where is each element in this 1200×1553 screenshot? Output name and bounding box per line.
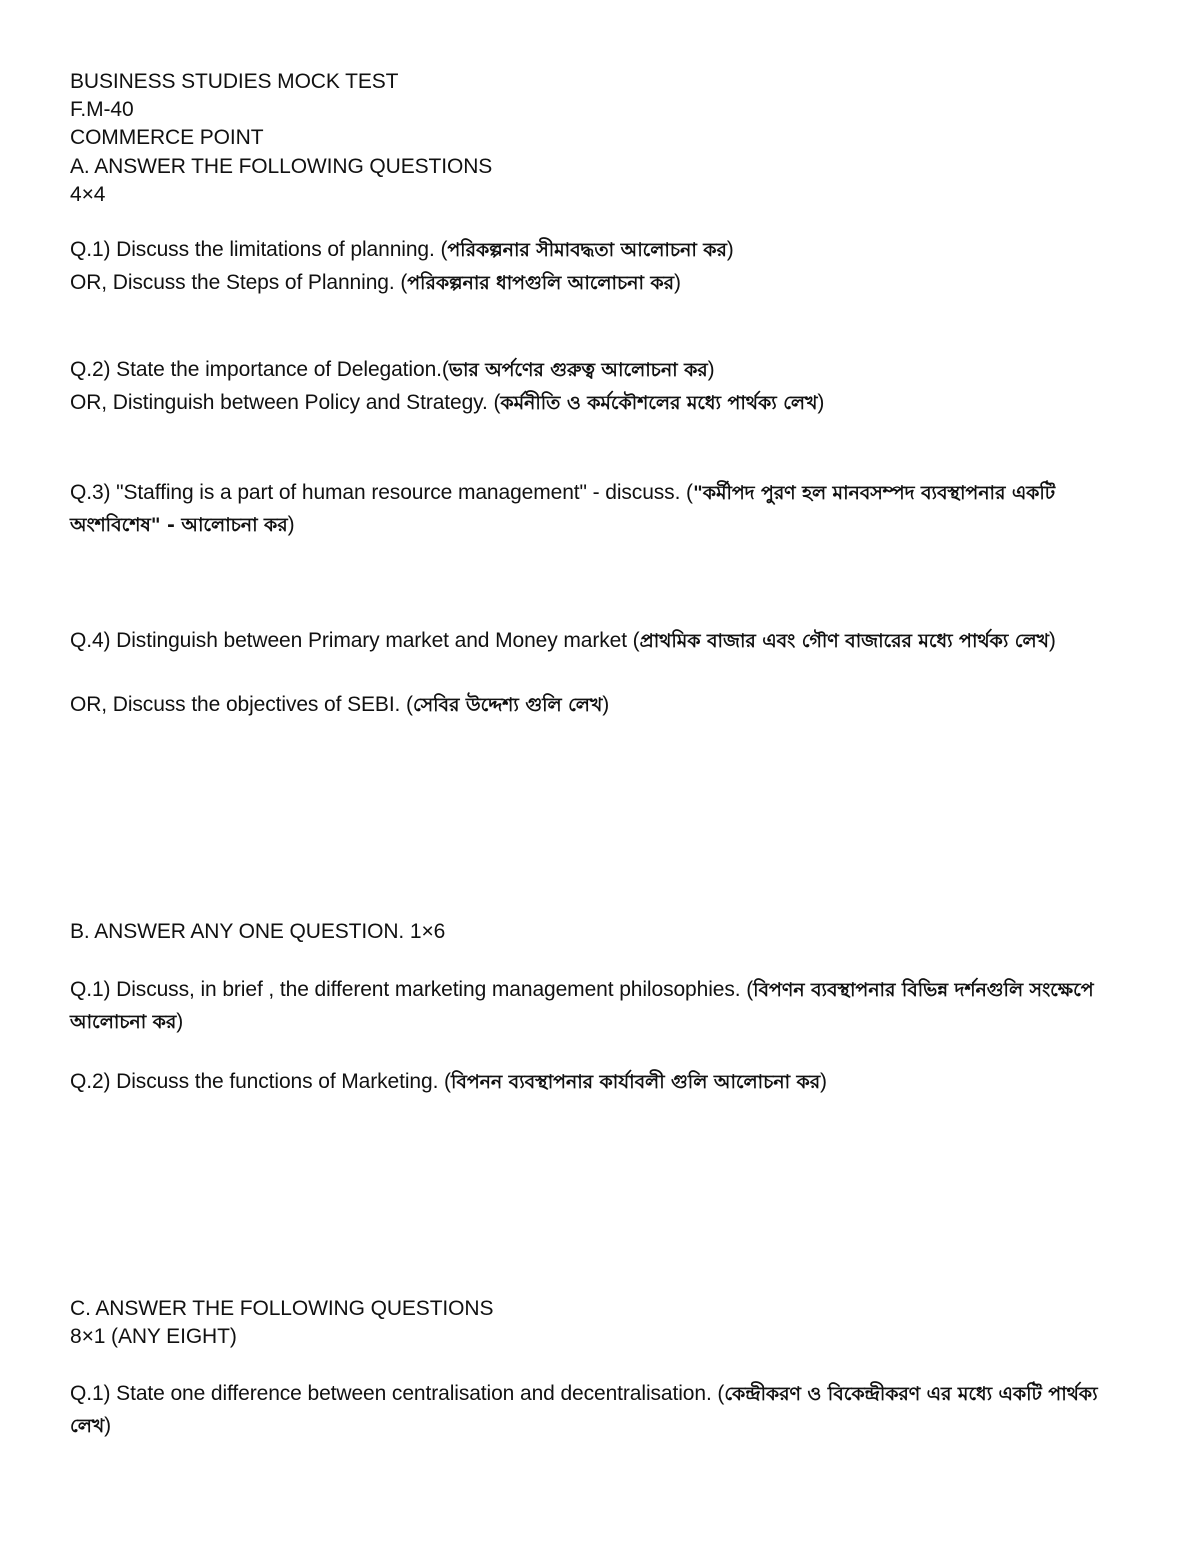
closing-paren: ) (104, 1414, 112, 1437)
question-text: Q.2) Discuss the functions of Marketing. ( (70, 1070, 451, 1093)
section-a-question-1-or (70, 269, 1130, 297)
section-b-question-1 (70, 974, 1110, 1038)
question-text-bengali: প্রাথমিক বাজার এবং গৌণ বাজারের মধ্যে পার্থক্য লেখ (639, 630, 1049, 652)
question-text: Q.1) State one difference between centralisation and decentralisation. ( (70, 1382, 725, 1405)
section-b-heading: B. ANSWER ANY ONE QUESTION. 1×6 (70, 920, 446, 943)
section-a-heading: A. ANSWER THE FOLLOWING QUESTIONS (70, 155, 493, 178)
section-a-question-4-or (70, 691, 1130, 719)
closing-paren: ) (602, 693, 610, 716)
question-text-bengali: বিপণন ব্যবস্থাপনার বিভিন্ন দর্শনগুলি সংক্ষেপে আলোচনা কর (70, 979, 1094, 1033)
institute-name: COMMERCE POINT (70, 126, 264, 149)
question-text: OR, Distinguish between Policy and Strategy. ( (70, 391, 501, 414)
question-text-bengali: সেবির উদ্দেশ্য গুলি লেখ (412, 694, 603, 716)
question-text-bengali: "কর্মীপদ পুরণ হল মানবসম্পদ ব্যবস্থাপনার একটি অংশবিশেষ" - আলোচনা কর (70, 482, 1056, 536)
question-text: Q.1) Discuss the limitations of planning. ( (70, 238, 448, 261)
closing-paren: ) (817, 391, 825, 414)
full-marks: F.M-40 (70, 98, 134, 121)
question-text: Q.3) "Staffing is a part of human resource management" - discuss. ( (70, 481, 693, 504)
question-text: Q.4) Distinguish between Primary market and Money market ( (70, 629, 640, 652)
section-a-question-3 (70, 477, 1110, 541)
closing-paren: ) (176, 1010, 184, 1033)
question-text-bengali: বিপনন ব্যবস্থাপনার কার্যাবলী গুলি আলোচনা কর (450, 1071, 821, 1093)
closing-paren: ) (707, 358, 715, 381)
question-text-bengali: ভার অর্পণের গুরুত্ব আলোচনা কর (448, 359, 708, 381)
question-text: OR, Discuss the objectives of SEBI. ( (70, 693, 413, 716)
closing-paren: ) (1048, 629, 1056, 652)
section-a-question-1 (70, 236, 1130, 264)
closing-paren: ) (820, 1070, 827, 1093)
question-text-bengali: কেন্দ্রীকরণ ও বিকেন্দ্রীকরণ এর মধ্যে একটি পার্থক্য লেখ (70, 1383, 1098, 1437)
section-c-marks: 8×1 (ANY EIGHT) (70, 1325, 237, 1348)
section-a-question-2 (70, 356, 1130, 384)
section-c-question-1 (70, 1378, 1110, 1442)
question-text: OR, Discuss the Steps of Planning. ( (70, 271, 408, 294)
question-text: Q.2) State the importance of Delegation.( (70, 358, 449, 381)
section-b-question-2 (70, 1068, 1130, 1096)
closing-paren: ) (287, 513, 295, 536)
section-c-heading: C. ANSWER THE FOLLOWING QUESTIONS (70, 1297, 494, 1320)
question-text-bengali: কর্মনীতি ও কর্মকৌশলের মধ্যে পার্থক্য লেখ (500, 392, 818, 414)
section-a-question-2-or (70, 389, 1130, 417)
closing-paren: ) (673, 271, 681, 294)
question-text: Q.1) Discuss, in brief , the different marketing management philosophies. ( (70, 978, 754, 1001)
section-a-question-4 (70, 625, 1110, 657)
section-a-marks: 4×4 (70, 183, 106, 206)
question-text-bengali: পরিকল্পনার ধাপগুলি আলোচনা কর (407, 272, 674, 294)
closing-paren: ) (726, 238, 734, 261)
document-title: BUSINESS STUDIES MOCK TEST (70, 70, 399, 93)
question-text-bengali: পরিকল্পনার সীমাবদ্ধতা আলোচনা কর (447, 239, 727, 261)
